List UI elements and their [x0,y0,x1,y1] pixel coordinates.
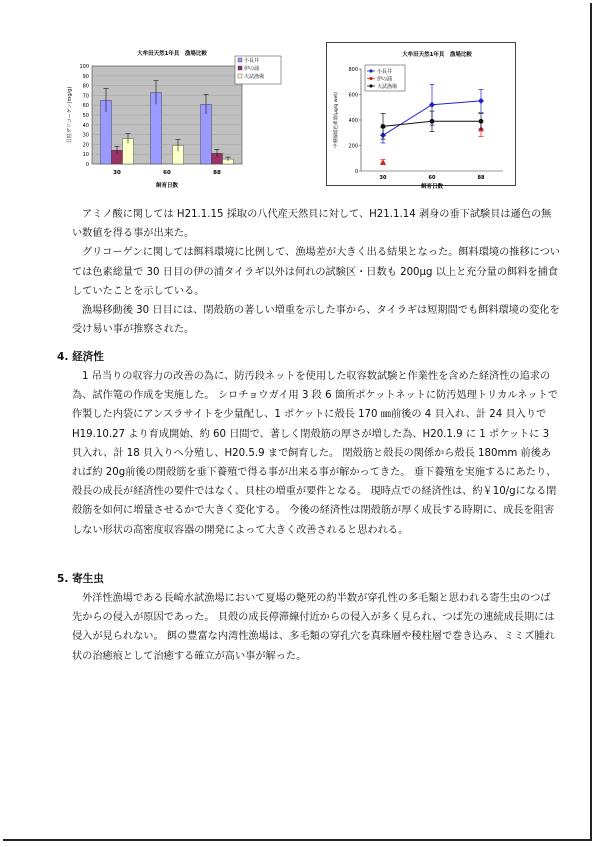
x-tick-label: 88 [477,175,485,181]
x-axis-label: 飼育日数 [155,183,179,189]
legend-label: 伊の浦 [377,76,393,83]
y-tick-label: 90 [82,73,89,80]
y-tick-label: 10 [82,152,89,159]
y-tick-label: 40 [82,122,89,129]
legend-swatch [238,74,242,78]
y-tick-label: 20 [82,142,89,149]
y-tick-label: 80 [82,83,89,90]
data-point [430,119,435,124]
amino-acid-paragraph: アミノ酸に関しては H21.1.15 採取の八代産天然貝に対して、H21.1.14 剥身の垂下試験貝は遜色の無い数値を得る事が出来た。 [72,209,552,240]
legend-label: 大試漁場 [377,84,398,90]
results-section [72,205,560,339]
glycogen-bar-chart [62,42,284,192]
x-tick-label: 60 [428,175,436,181]
chart-title: 大牟田天然1年貝 漁場比較 [137,51,207,57]
economy-paragraph: 1 吊当りの収容力の改善の為に、防汚段ネットを使用した収容数試験と作業性を含めた経済性の追求の為、試作篭の作成を実施した。 シロチョウガイ用 3 段 6 箇所ポケットネットに防汚処理トリカルネットで作製した内袋にアンスラサイトを少量配し、1 ポケットに殻長 170 ㎜前後の 4 貝入れ、計 24 貝入りで H19.10.27 より育成開始、約 60 日間で、著しく閉殻筋の厚さが増した為、H20.1.9 に 1 ポケットに 3 貝入れ、計 18 貝入りへ分殖し、H20.5.9 まで飼育した。 閉殻筋と殻長の関係から殻長 180mm 前後あれば約 20g前後の閉殻筋を垂下養殖で得る事が出来る事が解かってきた。 垂下養殖を実施するにあたり、殻長の成長が経済性の要件ではなく、貝柱の増重が要件となる。 現時点での経済性は、約￥10/gになる閉殻筋を如何に増量させるかで大きく変化する。 今後の経済性は閉殻筋が厚く成長する時期に、成長を阻害しない形状の高密度収容器の開発によって大きく改善されると思われる。 [72,371,558,536]
y-tick-label: 0 [354,169,358,175]
y-tick-label: 60 [82,103,89,110]
x-axis-label: 飼育日数 [420,184,444,190]
y-tick-label: 50 [82,113,89,119]
legend-label: 伊の浦 [244,66,260,72]
legend-swatch [238,58,242,62]
y-axis-label: 貝柱グリコーゲン(mg/g) [67,86,73,144]
data-point [479,119,484,124]
y-tick-label: 400 [348,118,358,124]
transfer-paragraph: 漁場移動後 30 日目には、閉殻筋の著しい増重を示した事から、タイラギは短期間でも餌料環境の変化を受け易い事が推察された。 [72,305,560,336]
parasite-section [57,570,560,666]
y-tick-label: 800 [348,67,358,73]
y-tick-label: 0 [85,162,89,168]
x-tick-label: 88 [213,170,221,176]
y-tick-label: 600 [348,92,358,99]
data-point [478,98,484,104]
x-tick-label: 60 [163,170,171,176]
legend-label: 小長井 [377,69,393,75]
data-point [380,159,386,165]
y-tick-label: 30 [82,132,89,139]
y-tick-label: 200 [348,143,358,150]
economy-section [57,348,560,540]
data-point [429,102,435,108]
parasite-heading: 5. 寄生虫 [57,573,104,585]
legend-label: 小長井 [244,58,260,64]
data-point [381,124,386,129]
legend-swatch [238,66,242,70]
legend-marker [369,69,372,72]
y-tick-label: 70 [82,93,89,100]
legend-marker [369,84,372,87]
chart-title: 大牟田天然1年貝 漁場比較 [402,52,472,58]
glycogen-paragraph: グリコーゲンに関しては餌料環境に比例して、漁場差が大きく出る結果となった。餌料環境の推移については色素総量で 30 日目の伊の浦タイラギ以外は何れの試験区・日数も 200μg 以上と充分量の餌料を捕食していたことを示している。 [72,247,560,297]
x-tick-label: 30 [379,175,387,181]
y-tick-label: 100 [79,64,89,70]
legend-label: 大試漁場 [244,74,265,80]
economy-heading: 4. 経済性 [57,351,104,363]
parasite-paragraph: 外洋性漁場である長崎水試漁場において夏場の斃死の約半数が穿孔性の多毛類と思われる寄生虫のつば先からの侵入が原因であった。 貝殻の成長停滞線付近からの侵入が多く見られ、つば先の連続成長期には侵入が見られない。 餌の豊富な内湾性漁場は、多毛類の穿孔穴を真珠層や稜柱層で巻き込み、ミミズ腫れ状の治癒痕として治癒する確立が高い事が解った。 [72,593,555,662]
y-axis-label: 中腸腺総色素量(μg/g wet) [334,92,339,148]
pigment-line-chart [326,42,516,190]
legend-marker [369,77,372,80]
x-tick-label: 30 [113,170,121,176]
